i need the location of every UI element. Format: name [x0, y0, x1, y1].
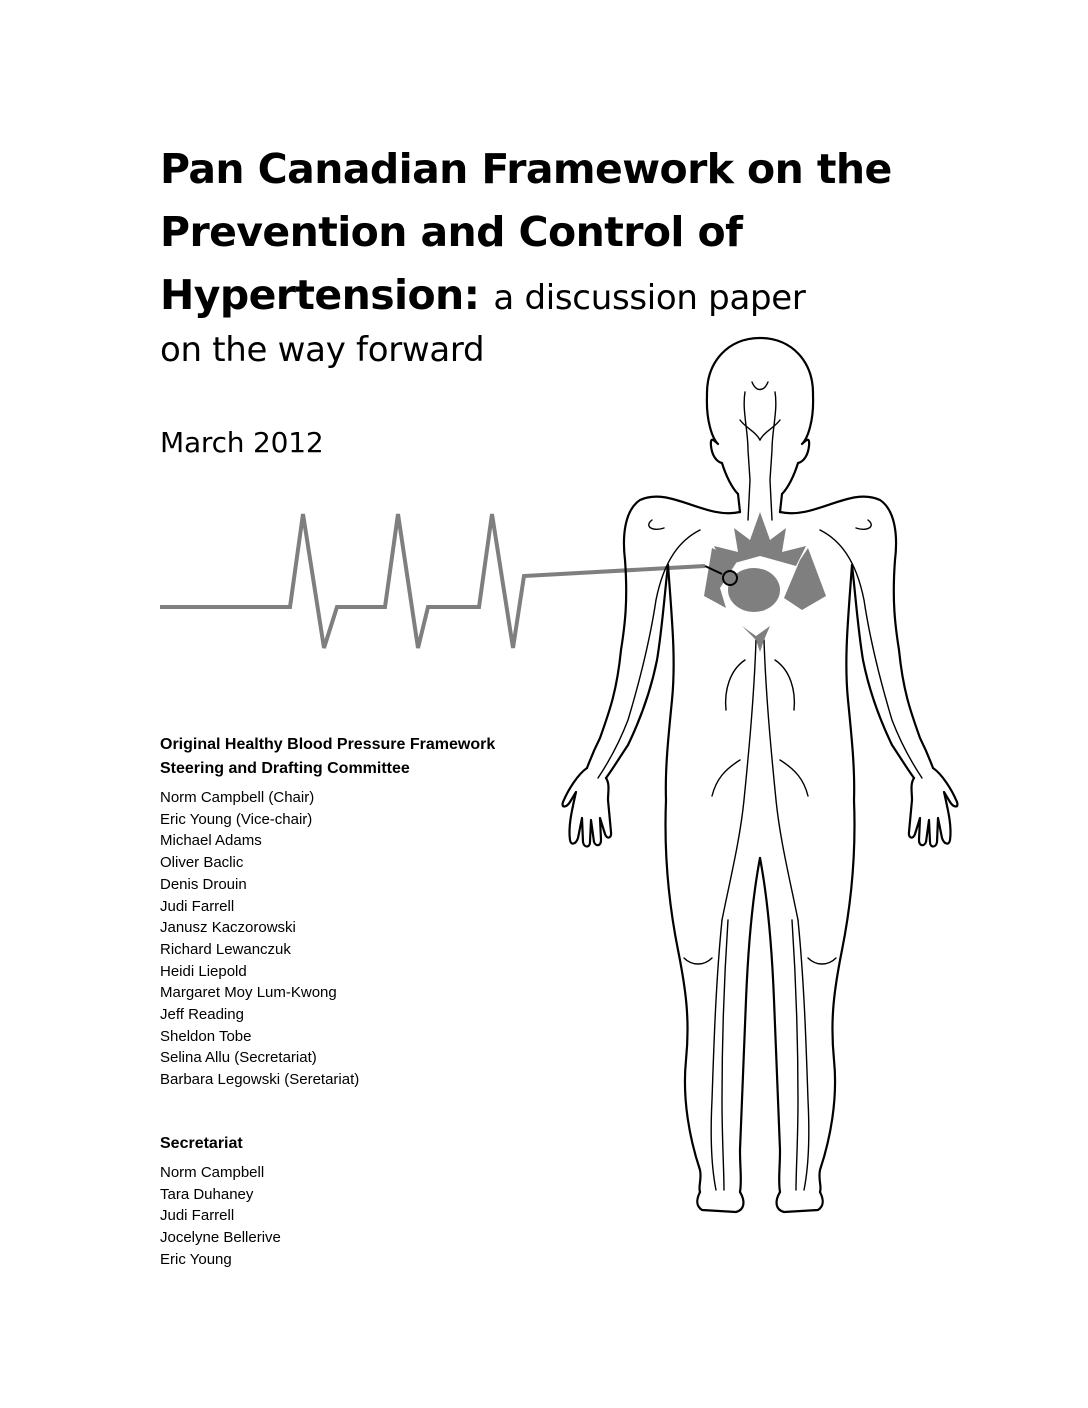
list-item: Jocelyne Bellerive	[160, 1229, 281, 1247]
list-item: Barbara Legowski (Seretariat)	[160, 1071, 360, 1089]
blood-vessels-icon	[598, 382, 922, 1190]
title-block	[160, 138, 920, 374]
maple-leaf-heart-icon	[704, 512, 826, 652]
list-item: Norm Campbell	[160, 1164, 265, 1181]
list-item: Norm Campbell (Chair)	[160, 789, 315, 806]
list-item: Michael Adams	[160, 832, 262, 850]
list-item: Margaret Moy Lum-Kwong	[160, 984, 337, 1002]
list-item: Sheldon Tobe	[160, 1027, 252, 1045]
subtitle-part-2: on the way forward	[160, 330, 485, 370]
title-line-3	[160, 264, 920, 330]
subtitle-part-1: a discussion paper	[493, 278, 806, 318]
list-item: Richard Lewanczuk	[160, 940, 291, 958]
title-bold-hypertension: Hypertension:	[160, 271, 480, 319]
committee-heading-line-2: Steering and Drafting Committee	[160, 760, 410, 777]
list-item: Denis Drouin	[160, 875, 247, 893]
list-item: Judi Farrell	[160, 897, 235, 915]
list-item: Selina Allu (Secretariat)	[160, 1049, 317, 1067]
secretariat-section	[160, 1132, 560, 1271]
list-item: Oliver Baclic	[160, 854, 244, 872]
secretariat-heading: Secretariat	[160, 1135, 243, 1152]
committee-member-list	[160, 787, 560, 1091]
publication-date: March 2012	[160, 426, 324, 459]
list-item: Eric Young (Vice-chair)	[160, 810, 313, 828]
list-item: Tara Duhaney	[160, 1185, 254, 1203]
list-item: Jeff Reading	[160, 1006, 244, 1024]
human-figure-icon	[563, 338, 958, 1212]
committee-section	[160, 733, 560, 1091]
secretariat-member-list	[160, 1162, 560, 1271]
title-line-1: Pan Canadian Framework on the	[160, 145, 892, 193]
committee-heading-line-1: Original Healthy Blood Pressure Framework	[160, 736, 496, 753]
list-item: Janusz Kaczorowski	[160, 919, 296, 937]
title-line-2: Prevention and Control of	[160, 208, 743, 256]
list-item: Judi Farrell	[160, 1207, 235, 1225]
list-item: Heidi Liepold	[160, 962, 247, 980]
list-item: Eric Young	[160, 1250, 232, 1268]
